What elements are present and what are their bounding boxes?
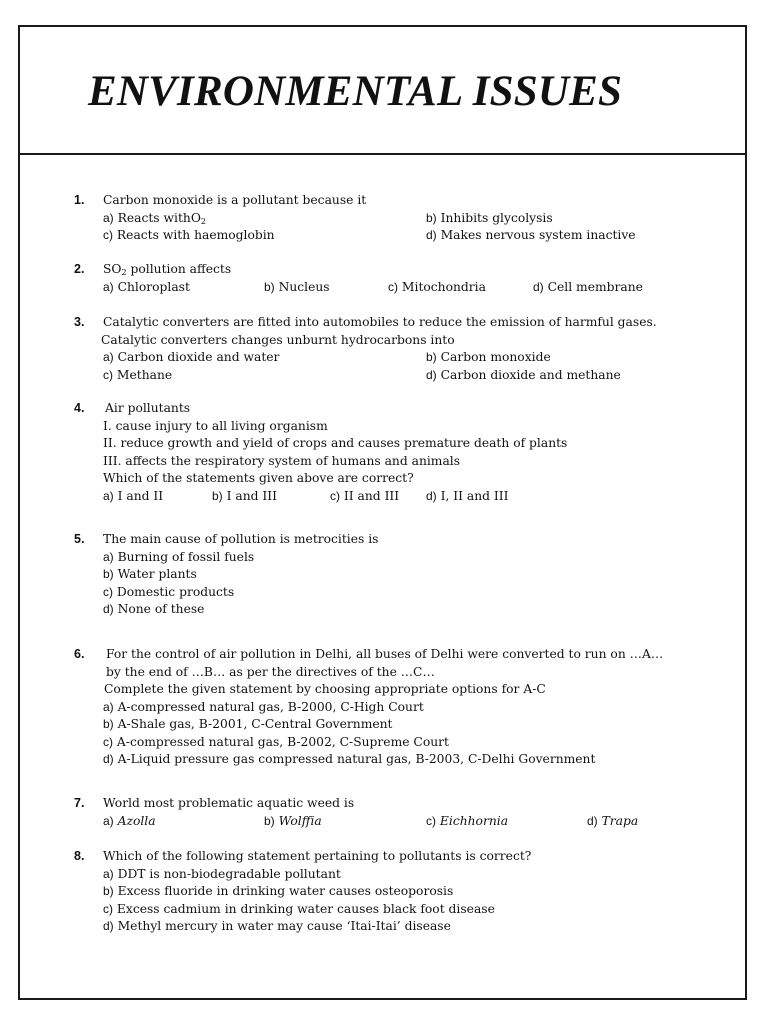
option-d: d) Cell membrane (533, 279, 643, 294)
title-box (20, 27, 745, 155)
page-title: ENVIRONMENTAL ISSUES (88, 68, 623, 115)
question-number: 6. (74, 647, 85, 661)
question-stem: World most problematic aquatic weed is (103, 796, 355, 810)
option-a: a) Azolla (103, 813, 156, 828)
option-b: b) I and III (212, 488, 277, 503)
option-a: a) A-compressed natural gas, B-2000, C-High Court (103, 699, 424, 714)
option-a: a) Burning of fossil fuels (103, 549, 255, 564)
option-b: b) Carbon monoxide (426, 350, 551, 364)
question-number: 5. (74, 532, 85, 546)
option-b: b) Wolffia (264, 813, 322, 828)
option-b: b) Inhibits glycolysis (426, 210, 553, 225)
question-number: 3. (74, 315, 85, 329)
question-stem: Air pollutants (105, 401, 191, 415)
option-c: c) Domestic products (103, 584, 235, 599)
option-a: a) Carbon dioxide and water (103, 350, 280, 364)
question-prompt: Which of the statements given above are correct? (103, 471, 414, 485)
option-b: b) Excess fluoride in drinking water causes osteoporosis (103, 884, 454, 898)
option-d: d) None of these (103, 602, 205, 616)
question-number: 8. (74, 849, 85, 863)
question-number: 7. (74, 796, 85, 810)
question-stem: Which of the following statement pertaining to pollutants is correct? (103, 849, 532, 863)
question-stem: by the end of …B… as per the directives of the …C… (106, 664, 435, 679)
option-c: c) Reacts with haemoglobin (103, 228, 275, 242)
option-a: a) DDT is non-biodegradable pollutant (103, 866, 341, 881)
option-c: c) Mitochondria (388, 279, 486, 294)
question-stem: Catalytic converters changes unburnt hydrocarbons into (101, 332, 455, 347)
option-d: d) A-Liquid pressure gas compressed natural gas, B-2003, C-Delhi Government (103, 752, 596, 766)
option-a: a) Reacts withO$_2$ (103, 210, 207, 226)
option-a: a) I and II (103, 488, 164, 503)
question-stem: Catalytic converters are fitted into automobiles to reduce the emission of harmful gases. (103, 315, 657, 329)
option-c: c) II and III (330, 488, 400, 503)
option-c: c) Methane (103, 367, 173, 382)
statement-3: III. affects the respiratory system of humans and animals (103, 453, 461, 468)
question-stem: The main cause of pollution is metrocities is (103, 532, 379, 546)
option-d: d) I, II and III (426, 488, 509, 503)
option-c: c) A-compressed natural gas, B-2002, C-Supreme Court (103, 734, 449, 749)
option-d: d) Carbon dioxide and methane (426, 367, 621, 382)
question-number: 2. (74, 262, 85, 276)
option-b: b) Water plants (103, 567, 197, 581)
option-a: a) Chloroplast (103, 279, 190, 294)
option-b: b) A-Shale gas, B-2001, C-Central Government (103, 717, 393, 731)
option-c: c) Eichhornia (426, 813, 509, 828)
question-prompt: Complete the given statement by choosing appropriate options for A-C (104, 682, 546, 696)
question-number: 1. (74, 193, 85, 207)
question-number: 4. (74, 401, 85, 415)
question-stem: For the control of air pollution in Delhi, all buses of Delhi were converted to run on …A… (106, 647, 664, 661)
option-d: d) Methyl mercury in water may cause ‘Itai-Itai’ disease (103, 919, 451, 933)
statement-1: I. cause injury to all living organism (103, 418, 328, 433)
option-b: b) Nucleus (264, 279, 330, 294)
question-stem: Carbon monoxide is a pollutant because it (103, 193, 367, 207)
statement-2: II. reduce growth and yield of crops and causes premature death of plants (103, 436, 568, 450)
option-c: c) Excess cadmium in drinking water causes black foot disease (103, 901, 495, 916)
option-d: d) Makes nervous system inactive (426, 228, 636, 242)
option-d: d) Trapa (587, 813, 639, 828)
question-stem: $SO_2$ pollution affects (103, 262, 232, 277)
